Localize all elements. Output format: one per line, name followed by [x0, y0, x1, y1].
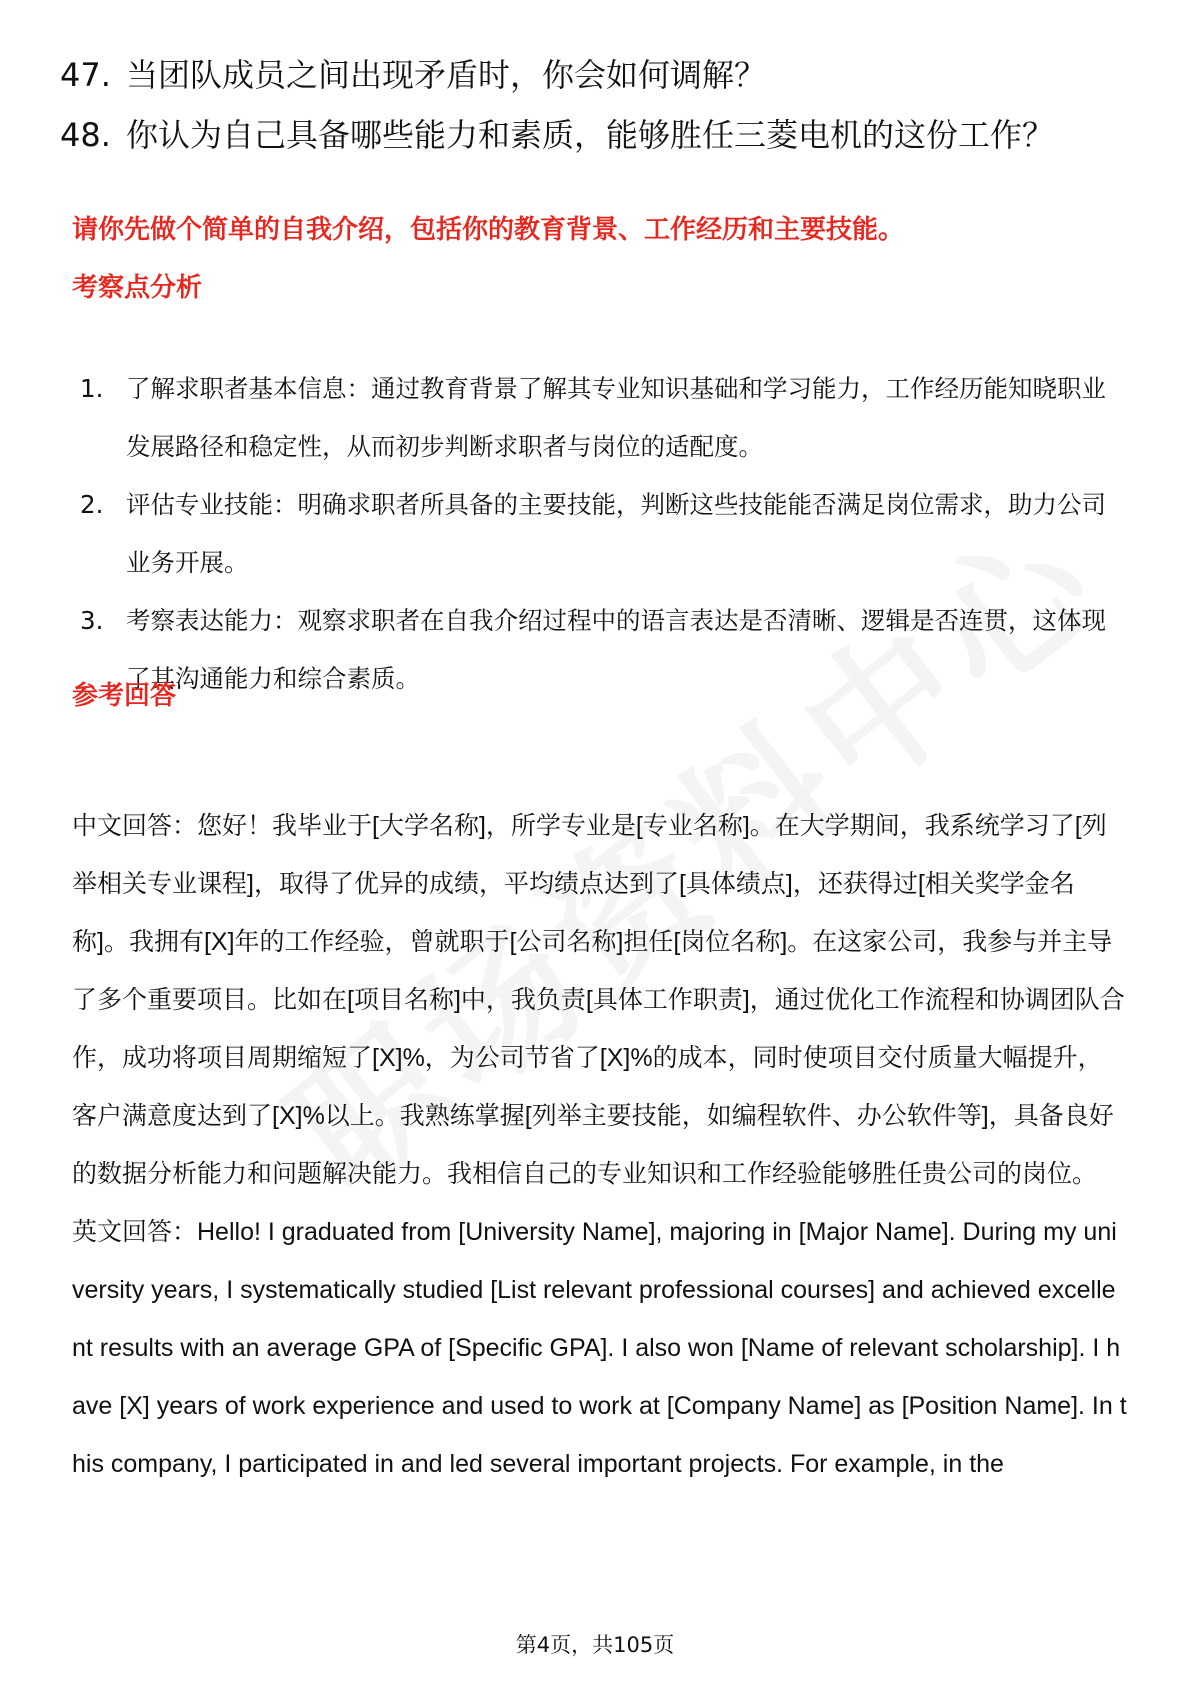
analysis-number: 1.: [80, 374, 104, 403]
analysis-item: [80, 476, 1120, 592]
interview-prompt: 请你先做个简单的自我介绍，包括你的教育背景、工作经历和主要技能。: [72, 215, 905, 245]
question-item: [60, 110, 1120, 160]
analysis-number: 2.: [80, 490, 104, 519]
analysis-item: [80, 360, 1120, 476]
question-text: 当团队成员之间出现矛盾时，你会如何调解？: [126, 56, 767, 94]
question-number: 47.: [60, 56, 111, 94]
analysis-text: 考察表达能力：观察求职者在自我介绍过程中的语言表达是否清晰、逻辑是否连贯，这体现了其沟通能力和综合素质。: [126, 606, 1106, 693]
analysis-item: [80, 592, 1120, 708]
question-text: 你认为自己具备哪些能力和素质，能够胜任三菱电机的这份工作？: [126, 116, 1055, 154]
answer-heading: 参考回答: [72, 681, 177, 711]
page-number: 第4页，共105页: [515, 1633, 675, 1657]
question-item: [60, 50, 1120, 100]
analysis-heading: 考察点分析: [72, 273, 203, 303]
analysis-number: 3.: [80, 606, 104, 635]
analysis-list: [80, 360, 1120, 708]
question-number: 48.: [60, 116, 111, 154]
analysis-text: 了解求职者基本信息：通过教育背景了解其专业知识基础和学习能力，工作经历能知晓职业发展路径和稳定性，从而初步判断求职者与岗位的适配度。: [126, 374, 1106, 461]
analysis-text: 评估专业技能：明确求职者所具备的主要技能，判断这些技能能否满足岗位需求，助力公司业务开展。: [126, 490, 1106, 577]
question-list: [60, 50, 1120, 170]
answer-paragraph: 中文回答：您好！我毕业于[大学名称]，所学专业是[专业名称]。在大学期间，我系统学习了[列举相关专业课程]，取得了优异的成绩，平均绩点达到了[具体绩点]，还获得过[相关奖学金名称]。我拥有[X]年的工作经验，曾就职于[公司名称]担任[岗位名称]。在这家公司，我参与并主导了多个重要项目。比如在[项目名称]中，我负责[具体工作职责]，通过优化工作流程和协调团队合作，成功将项目周期缩短了[X]%，为公司节省了[X]%的成本，同时使项目交付质量大幅提升，客户满意度达到了[X]%以上。我熟练掌握[列举主要技能，如编程软件、办公软件等]，具备良好的数据分析能力和问题解决能力。我相信自己的专业知识和工作经验能够胜任贵公司的岗位。 英文回答：Hello! I graduated from [University Name], majoring in [Major Name]. During my university years, I systematically studied [List relevant professional courses] and achieved excellent results with an average GPA of [Specific GPA]. I also won [Name of relevant scholarship]. I have [X] years of work experience and used to work at [Company Name] as [Position Name]. In this company, I participated in and led several important projects. For example, in the: [72, 812, 1127, 1478]
